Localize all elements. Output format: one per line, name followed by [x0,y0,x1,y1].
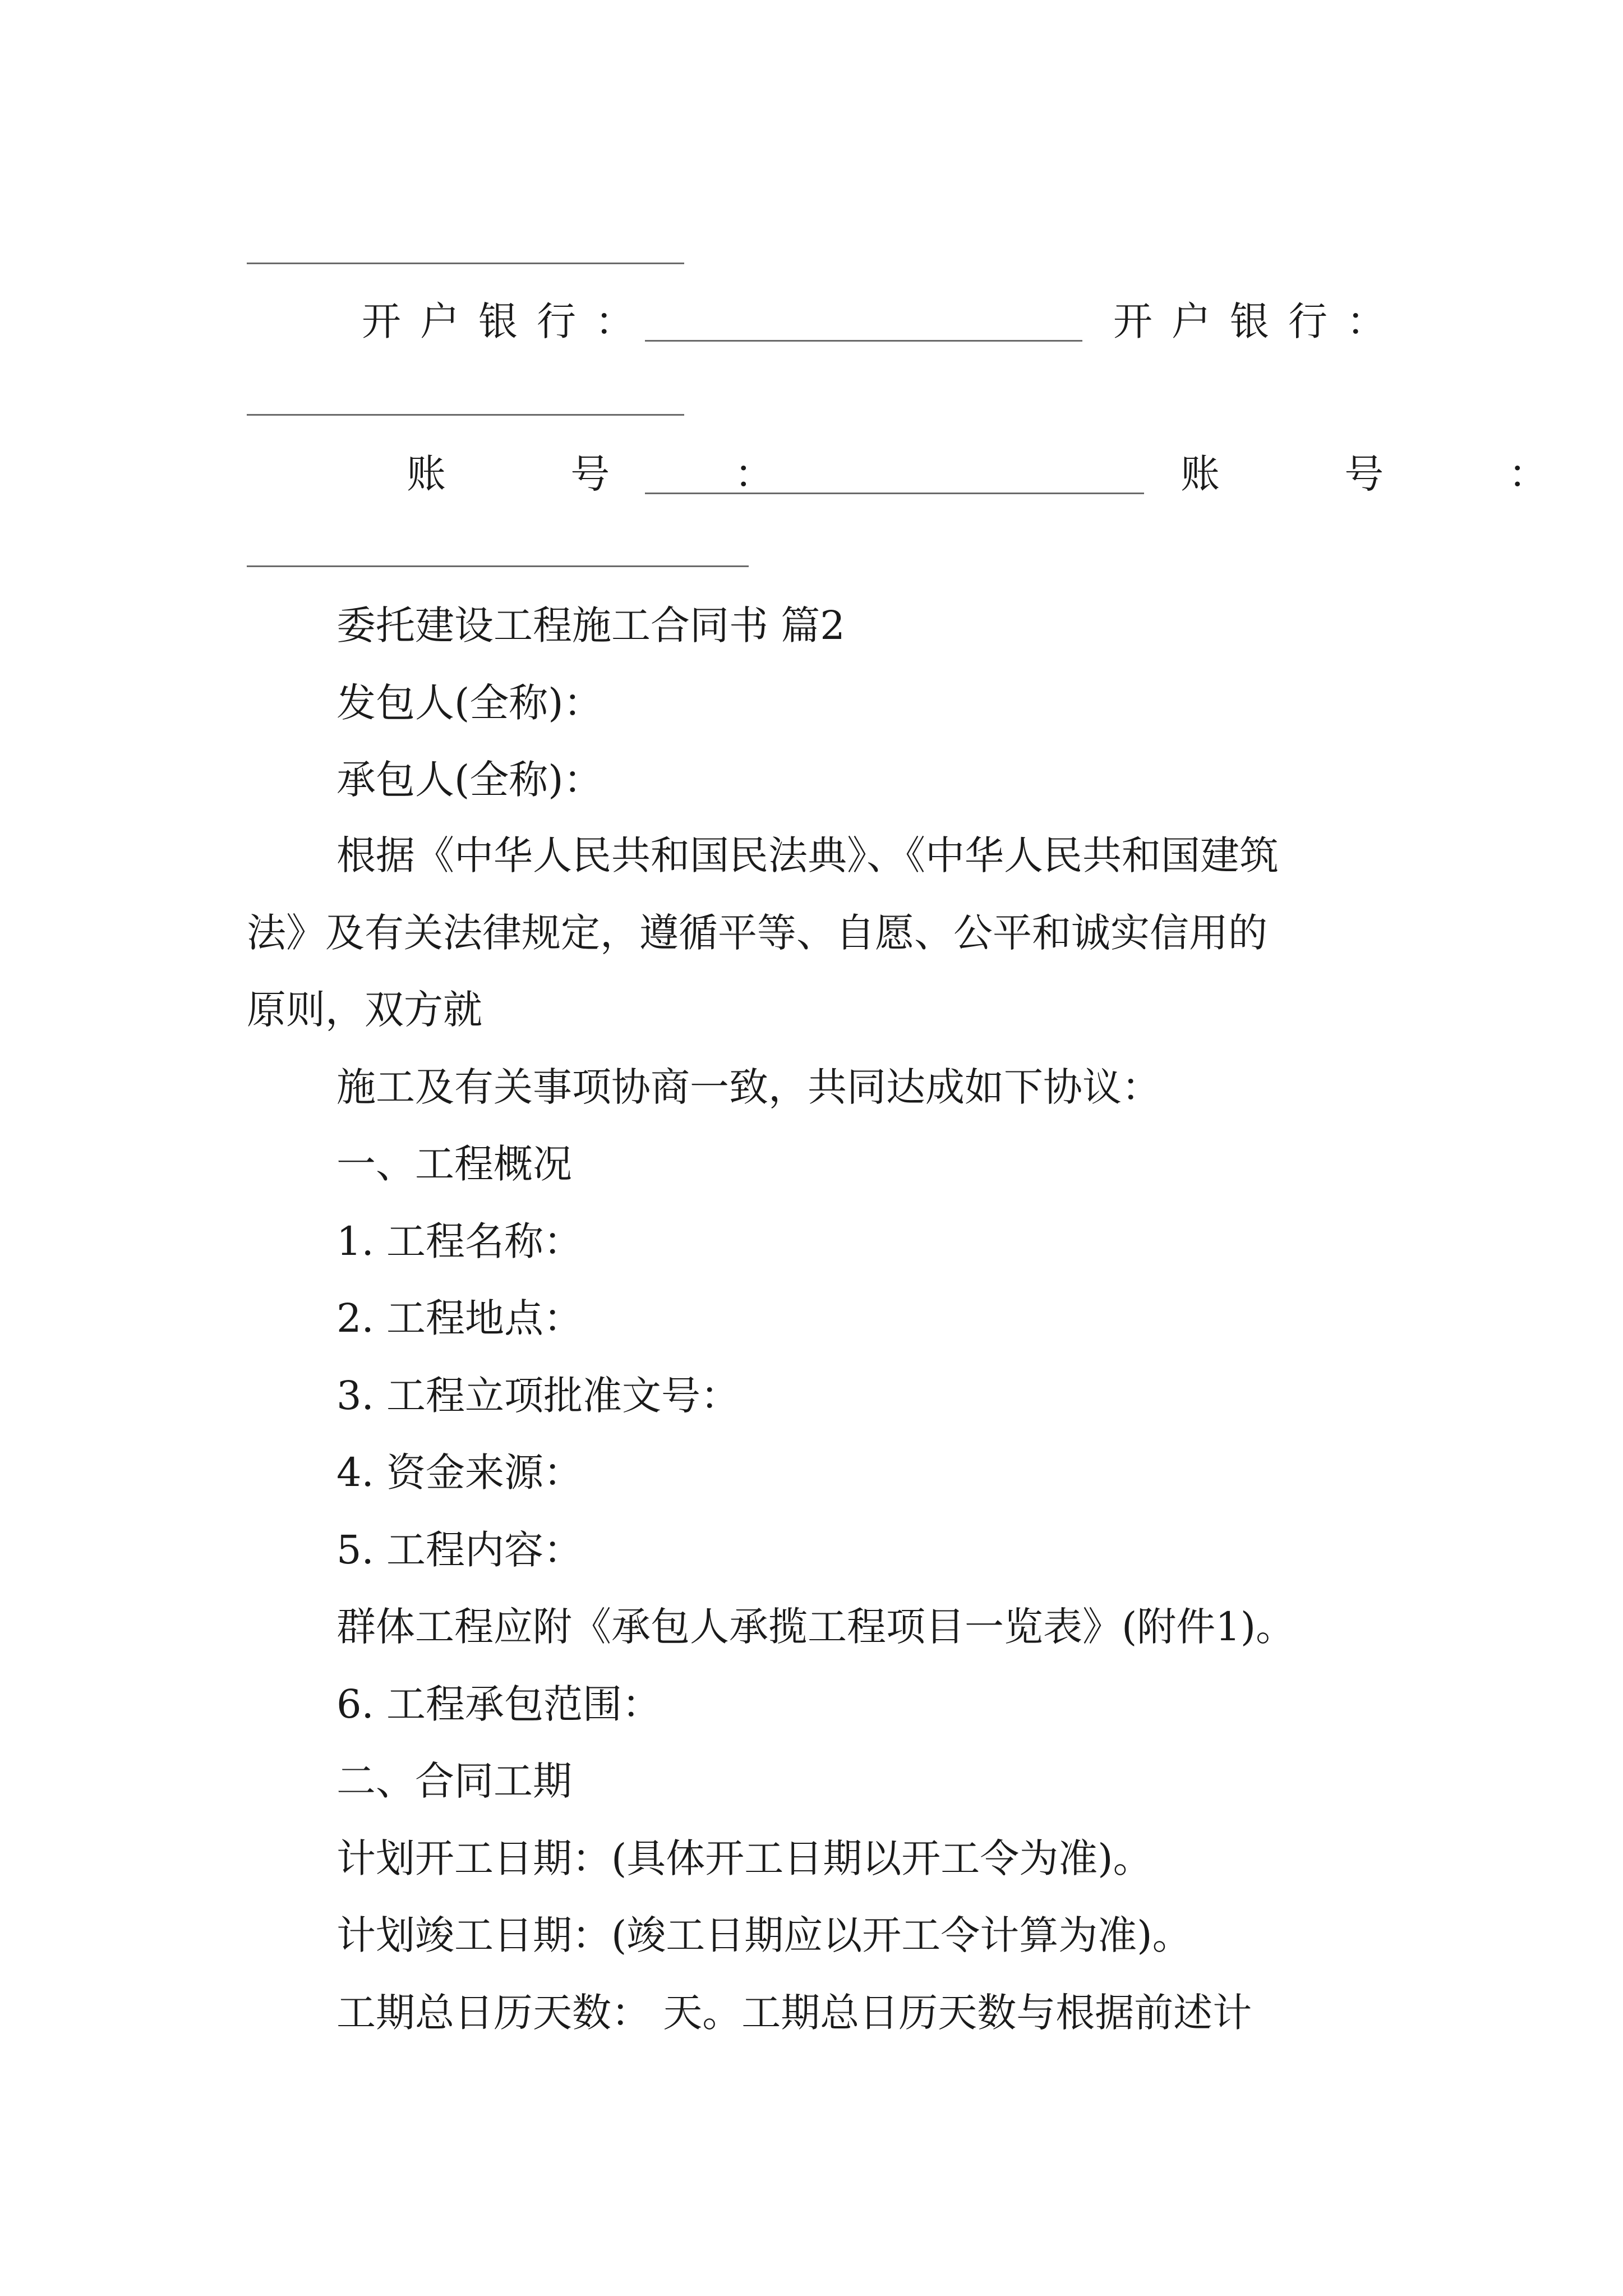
planned-finish-line: 计划竣工日期：(竣工日期应以开工令计算为准)。 [336,1912,1192,1958]
account-blank-continuation [247,565,749,567]
item-1: 1. 工程名称： [336,1218,583,1264]
total-days-line: 工期总日历天数： 天。工期总日历天数与根据前述计 [336,1990,1252,2036]
group-project-note: 群体工程应附《承包人承揽工程项目一览表》(附件1)。 [336,1604,1295,1650]
section-2-heading: 二、合同工期 [336,1758,572,1804]
bank-blank-continuation [247,414,684,416]
item-2: 2. 工程地点： [336,1295,583,1341]
bank-label-right: 开户银行： [1113,298,1405,344]
preamble-line-2: 法》及有关法律规定，遵循平等、自愿、公平和诚实信用的 [247,910,1267,956]
preamble-line-3: 原则，双方就 [247,987,482,1033]
preamble-line-4: 施工及有关事项协商一致，共同达成如下协议： [336,1064,1161,1110]
account-blank-left [645,493,1144,494]
item-3: 3. 工程立项批准文号： [336,1373,740,1419]
bank-blank-left [645,340,1082,342]
account-label-left: 账 号 ： [407,451,830,497]
blank-line-top [247,263,684,264]
item-4: 4. 资金来源： [336,1450,583,1496]
employer-line: 发包人(全称)： [336,680,603,726]
item-6: 6. 工程承包范围： [336,1681,662,1727]
planned-start-line: 计划开工日期：(具体开工日期以开工令为准)。 [336,1835,1152,1881]
account-label-right: 账 号 ： [1181,451,1604,497]
contractor-line: 承包人(全称)： [336,757,603,803]
contract-title: 委托建设工程施工合同书 篇2 [336,602,845,648]
section-1-heading: 一、工程概况 [336,1141,572,1187]
item-5: 5. 工程内容： [336,1527,583,1573]
bank-label-left: 开户银行： [362,298,653,344]
preamble-line-1: 根据《中华人民共和国民法典》、《中华人民共和国建筑 [336,832,1279,878]
